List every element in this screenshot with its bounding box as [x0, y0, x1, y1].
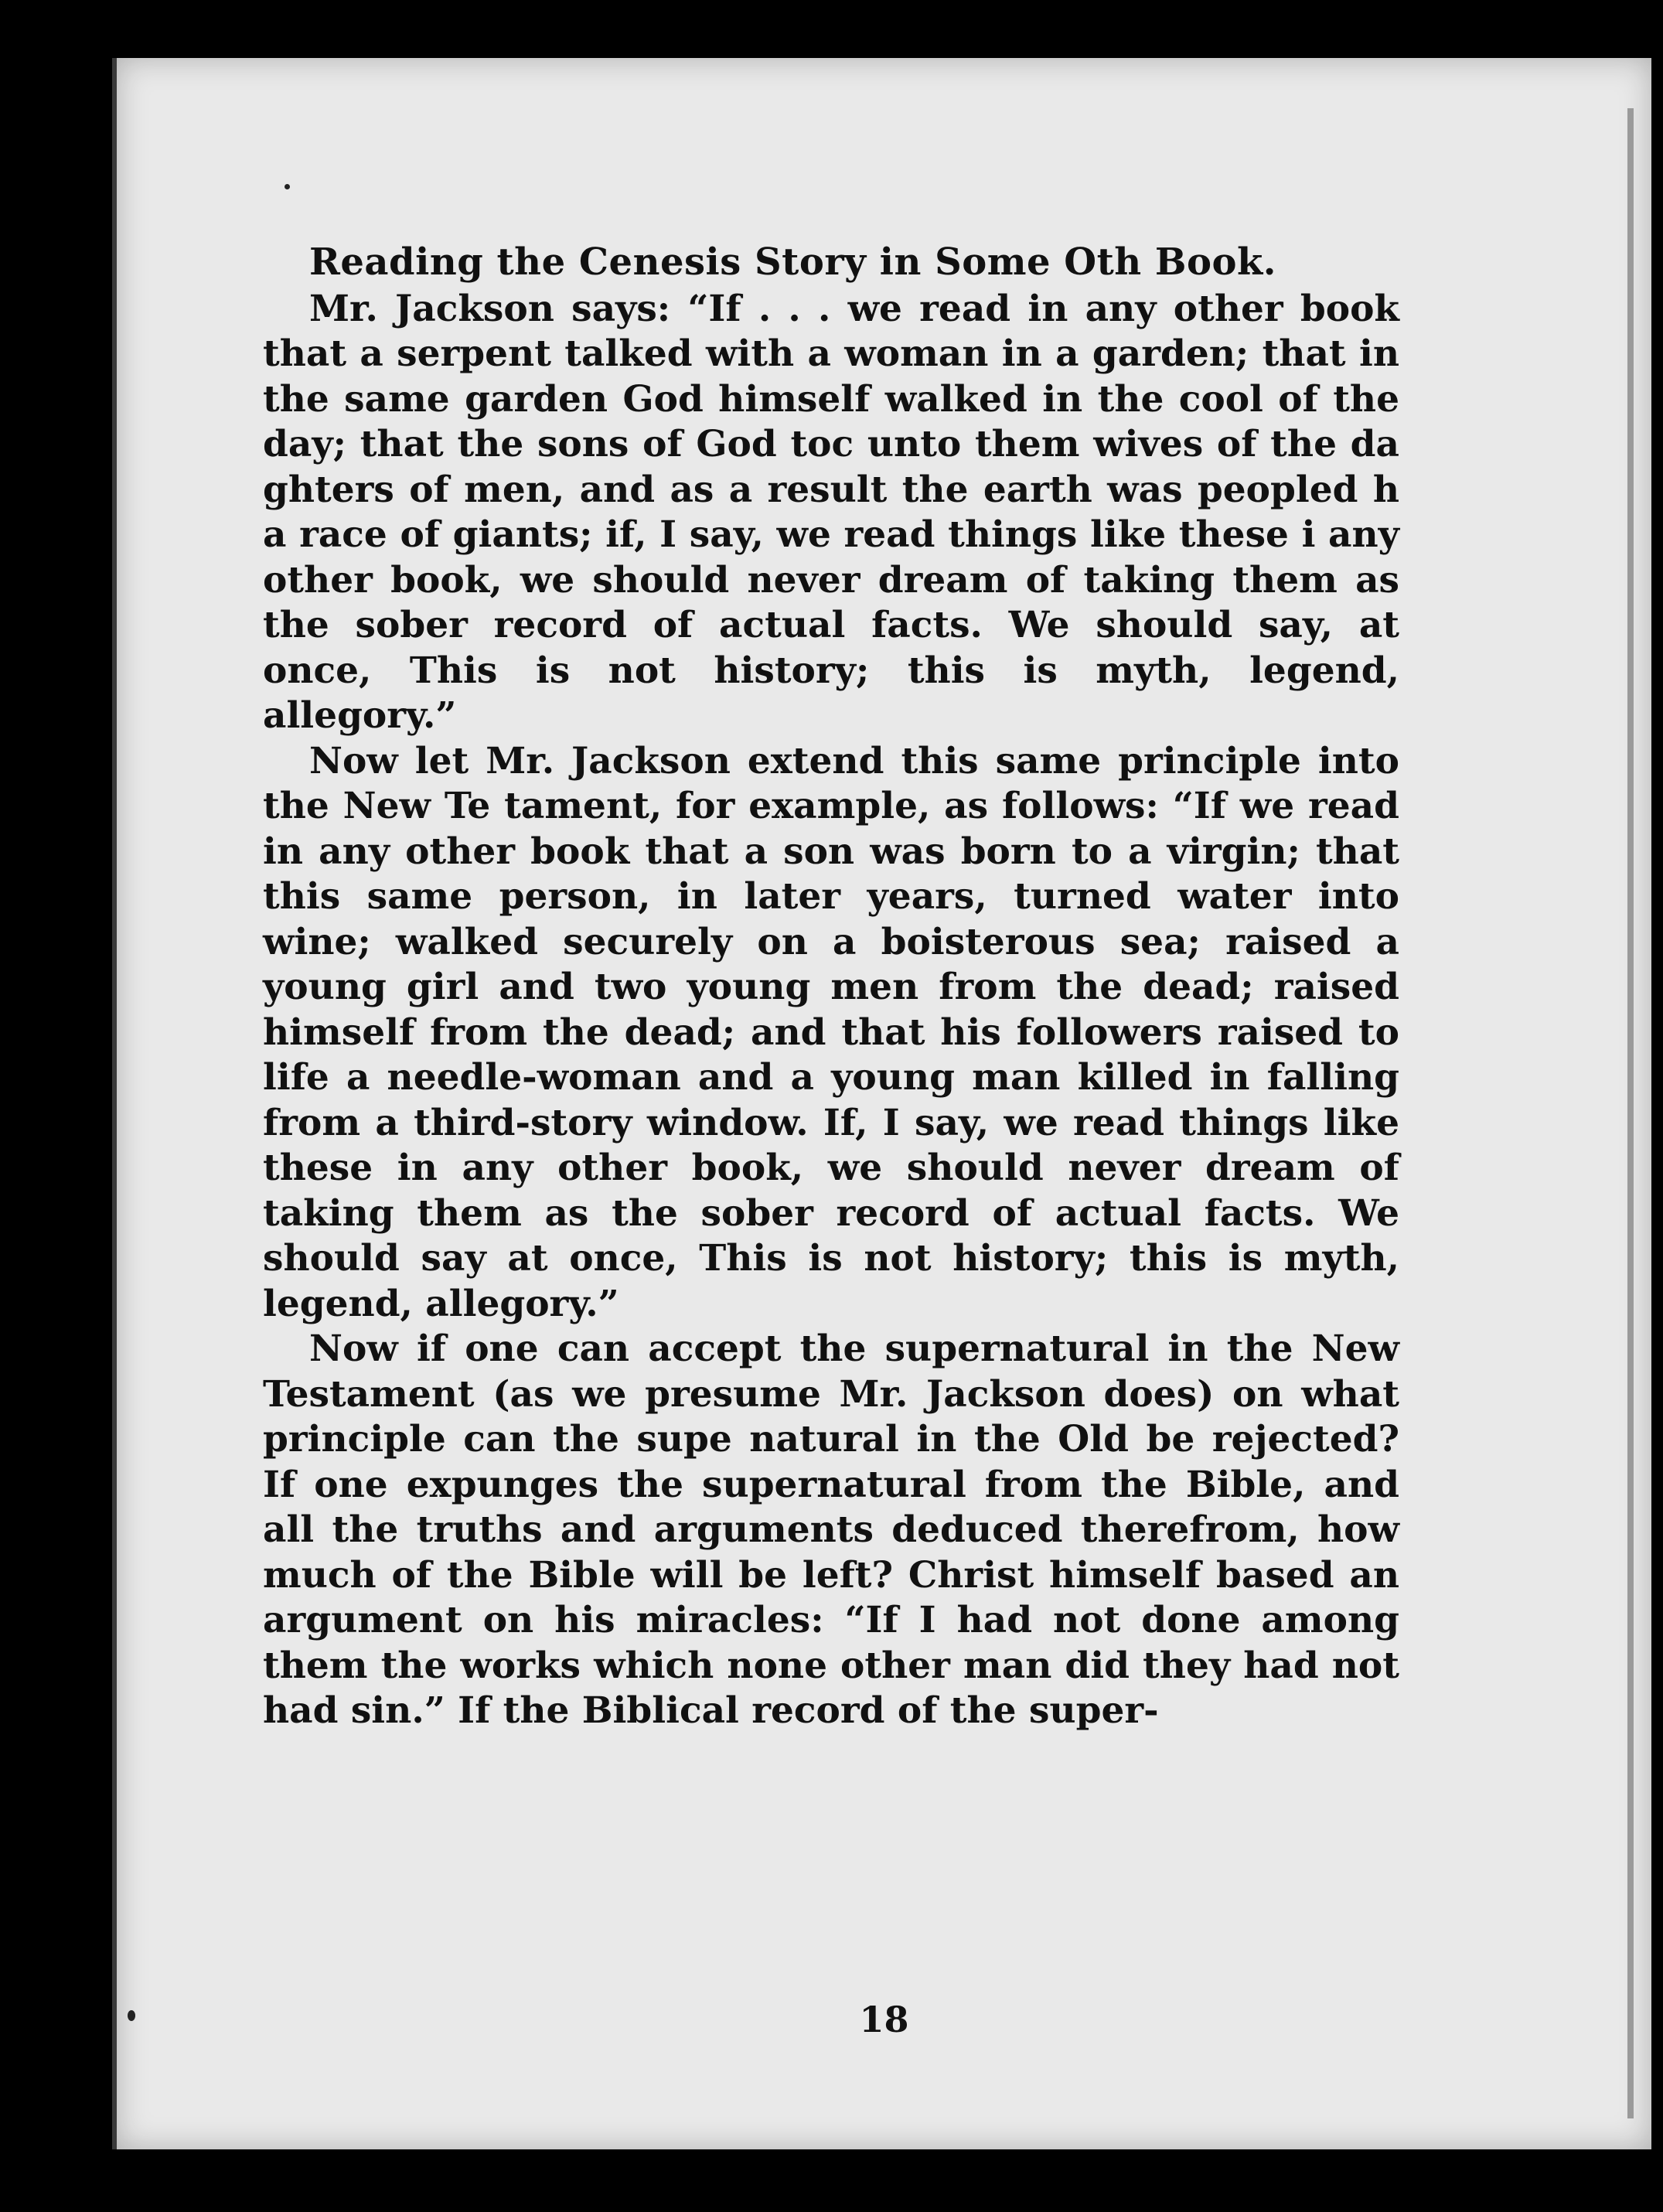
page-text — [263, 240, 1399, 1734]
page-number: 18 — [859, 1999, 909, 2040]
page-edge — [1627, 108, 1634, 2118]
dust-speck — [285, 184, 290, 189]
dust-speck — [128, 2010, 135, 2021]
paragraph: Mr. Jackson says: “If . . . we read in any other book that a serpent talked with a woman in a garden; that in the same garden God himself walked in the cool of the day; that the sons of God toc unto them wives of the da ghters of men, and as a result the earth was peopled h a race of giants; if, I say, we read things like these i any other book, we should never dream of taking them as the sober record of actual facts. We should say, at once, This is not history; this is myth, legend, allegory.” — [263, 287, 1399, 737]
section-heading: Reading the Cenesis Story in Some Oth Book. — [309, 240, 1276, 284]
paragraph: Now let Mr. Jackson extend this same principle into the New Te tament, for example, as follows: “If we read in any other book that a son was born to a virgin; that this same person, in later years, turned water into wine; walked securely on a boisterous sea; raised a young girl and two young men from the dead; raised himself from the dead; and that his followers raised to life a needle-woman and a young man killed in falling from a third-story window. If, I say, we read things like these in any other book, we should never dream of taking them as the sober record of actual facts. We should say at once, This is not history; this is myth, legend, allegory.” — [263, 739, 1399, 1325]
paragraph: Now if one can accept the supernatural in the New Testament (as we presume Mr. Jackson does) on what principle can the supe natural in the Old be rejected? If one expunges the supernatural from the Bible, and all the truths and arguments deduced therefrom, how much of the Bible will be left? Christ himself based an argument on his miracles: “If I had not done among them the works which none other man did they had not had sin.” If the Biblical record of the super- — [263, 1328, 1399, 1732]
